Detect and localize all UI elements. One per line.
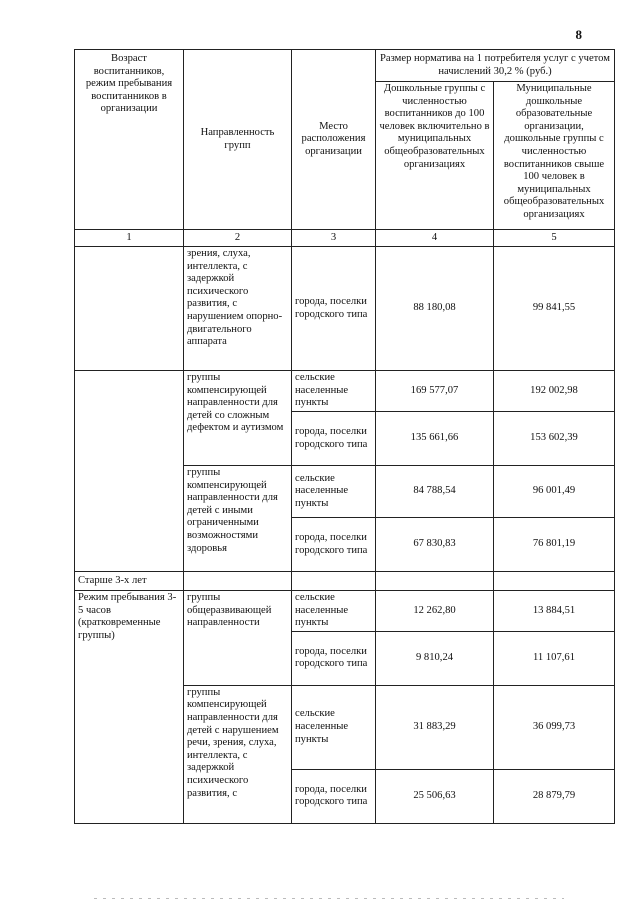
direction-cell: группы компенсирующей направленности для детей со сложным дефектом и аутизмом xyxy=(184,371,292,466)
location-cell: города, поселки городского типа xyxy=(292,247,376,371)
value-large-orgs: 13 884,51 xyxy=(494,591,615,632)
scan-edge-divider xyxy=(94,898,564,899)
value-large-orgs: 99 841,55 xyxy=(494,247,615,371)
table-row xyxy=(75,247,615,371)
value-large-orgs: 76 801,19 xyxy=(494,518,615,572)
page-number: 8 xyxy=(575,27,582,42)
table-row xyxy=(75,591,615,632)
location-cell: сельские населенные пункты xyxy=(292,466,376,518)
value-small-groups: 9 810,24 xyxy=(376,631,494,685)
value-large-orgs: 96 001,49 xyxy=(494,466,615,518)
direction-cell: зрения, слуха, интеллекта, с задержкой психического развития, с нарушением опорно-двигательного аппарата xyxy=(184,247,292,371)
value-small-groups: 88 180,08 xyxy=(376,247,494,371)
header-location: Место расположения организации xyxy=(292,50,376,230)
column-number-3: 3 xyxy=(292,230,376,247)
value-large-orgs: 36 099,73 xyxy=(494,685,615,769)
value-large-orgs: 28 879,79 xyxy=(494,769,615,823)
header-direction: Направленность групп xyxy=(184,50,292,230)
location-cell: города, поселки городского типа xyxy=(292,631,376,685)
section-title: Старше 3-х лет xyxy=(75,572,184,591)
header-norm-size: Размер норматива на 1 потребителя услуг с учетом начислений 30,2 % (руб.) xyxy=(376,50,615,82)
location-cell: города, поселки городского типа xyxy=(292,518,376,572)
empty-cell xyxy=(184,572,292,591)
location-cell: города, поселки городского типа xyxy=(292,412,376,466)
direction-cell: группы компенсирующей направленности для детей с иными ограниченными возможностями здоровья xyxy=(184,466,292,572)
location-cell: города, поселки городского типа xyxy=(292,769,376,823)
value-small-groups: 135 661,66 xyxy=(376,412,494,466)
numbering-row xyxy=(75,230,615,247)
value-small-groups: 169 577,07 xyxy=(376,371,494,412)
column-number-5: 5 xyxy=(494,230,615,247)
section-row xyxy=(75,572,615,591)
value-large-orgs: 153 602,39 xyxy=(494,412,615,466)
value-small-groups: 67 830,83 xyxy=(376,518,494,572)
header-large-orgs: Муниципальные дошкольные образовательные организации, дошкольные группы с численностью воспитанников свыше 100 человек в муниципальных общеобразовательных организациях xyxy=(494,82,615,230)
location-cell: сельские населенные пункты xyxy=(292,685,376,769)
value-small-groups: 31 883,29 xyxy=(376,685,494,769)
empty-cell xyxy=(494,572,615,591)
empty-cell xyxy=(292,572,376,591)
value-large-orgs: 192 002,98 xyxy=(494,371,615,412)
value-small-groups: 12 262,80 xyxy=(376,591,494,632)
header-row-1 xyxy=(75,50,615,82)
direction-cell: группы общеразвивающей направленности xyxy=(184,591,292,686)
empty-age-cell xyxy=(75,371,184,572)
value-small-groups: 25 506,63 xyxy=(376,769,494,823)
value-large-orgs: 11 107,61 xyxy=(494,631,615,685)
empty-age-cell xyxy=(75,247,184,371)
column-number-4: 4 xyxy=(376,230,494,247)
direction-cell: группы компенсирующей направленности для детей с нарушением речи, зрения, слуха, интеллекта, с задержкой психического развития, с xyxy=(184,685,292,823)
value-small-groups: 84 788,54 xyxy=(376,466,494,518)
location-cell: сельские населенные пункты xyxy=(292,591,376,632)
header-age-mode: Возраст воспитанников, режим пребывания воспитанников в организации xyxy=(75,50,184,230)
header-small-groups: Дошкольные группы с численностью воспитанников до 100 человек включительно в муниципальных общеобразовательных организациях xyxy=(376,82,494,230)
column-number-2: 2 xyxy=(184,230,292,247)
norm-table xyxy=(74,49,615,824)
stay-mode-cell: Режим пребывания 3-5 часов (кратковременные группы) xyxy=(75,591,184,824)
empty-cell xyxy=(376,572,494,591)
column-number-1: 1 xyxy=(75,230,184,247)
location-cell: сельские населенные пункты xyxy=(292,371,376,412)
table-row xyxy=(75,371,615,412)
